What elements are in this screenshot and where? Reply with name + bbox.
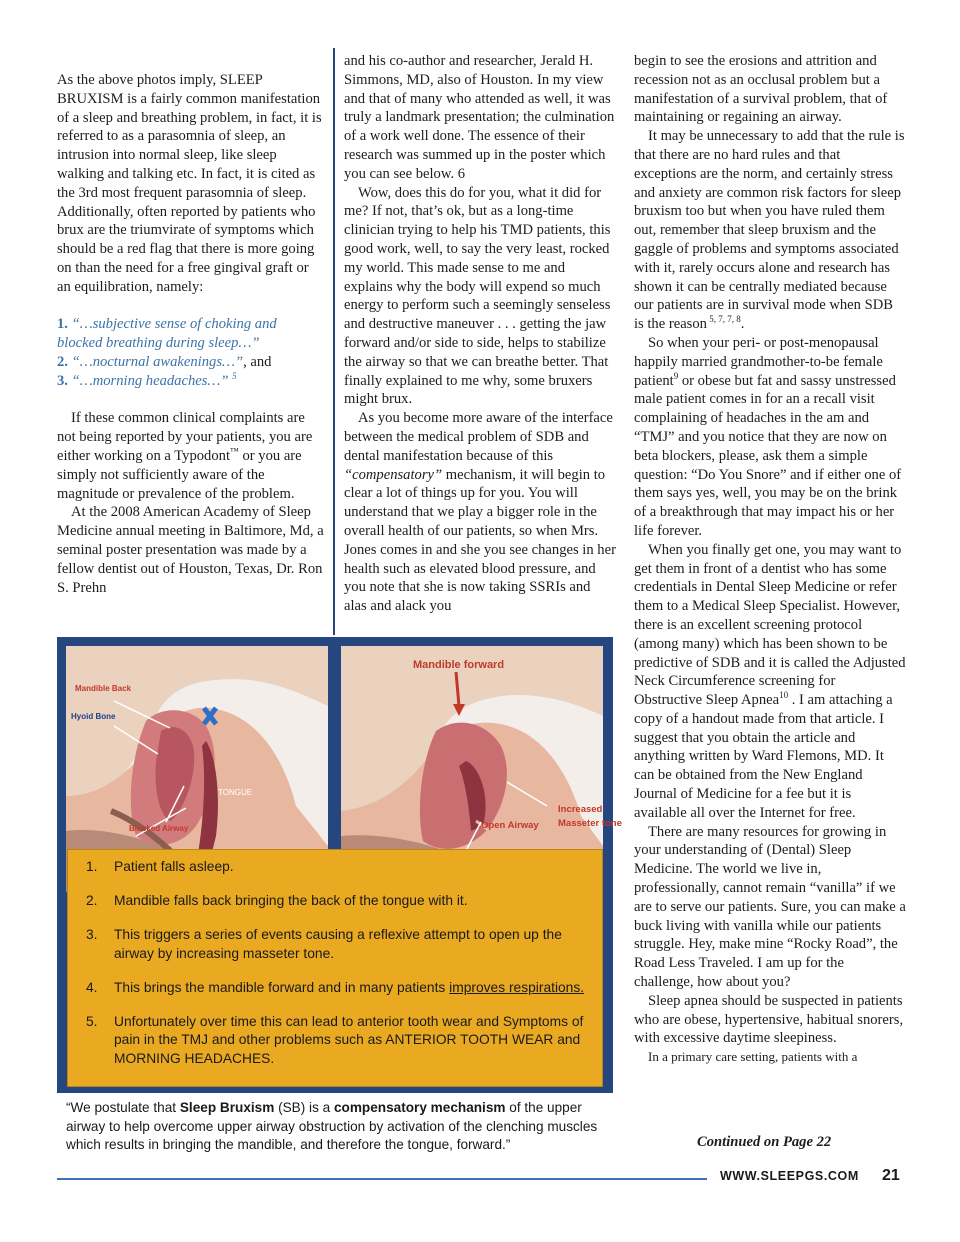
symptom-item-3: 3. “…morning headaches…” $^5$ — [57, 370, 237, 389]
footer-rule — [57, 1178, 707, 1180]
step-item: 1. Patient falls asleep. — [86, 859, 234, 874]
label-mandible-back: Mandible Back — [75, 684, 132, 693]
apnea-paragraph: Sleep apnea should be suspected in patients who are obese, hypertensive, habitual snorers, with excessive daytime sleepiness. — [634, 992, 904, 1047]
article-column-2 — [344, 52, 616, 616]
screening-paragraph: When you finally get one, you may want to get them in front of a dentist who has some credentials in Dental Sleep Medicine or refer them to a Medical Sleep Specialist. However, there is an excellent screening protocol (among many) which has been shown to be predictive of SDB and it is called the Adjusted Neck Circumference screening for Obstructive Sleep Apnea$^{10}$ . I am attaching a copy of a handout made from that article. I suggest that you obtain the article and anything written by Ward Flemons, MD. It can be obtained from the New England Journal of Medicine for a fee but it is available all over the Internet for free. — [634, 541, 906, 821]
column-divider — [333, 48, 335, 635]
academy-paragraph: At the 2008 American Academy of Sleep Medicine annual meeting in Baltimore, Md, a seminal poster presentation was made by a fellow dentist out of Houston, Texas, Dr. Ron S. Prehn — [57, 504, 324, 596]
primary-care-paragraph: In a primary care setting, patients with a — [648, 1049, 858, 1065]
article-column-3 — [634, 52, 906, 1067]
symptom-item-2: 2. “…nocturnal awakenings…”, and — [57, 353, 272, 370]
label-masseter-tone: Masseter tone — [558, 818, 622, 829]
resources-paragraph: There are many resources for growing in your understanding of (Dental) Sleep Medicine. The world we live in, professionally, cannot remain “vanilla” if we are to serve our patients. Sure, you can make a buck living with vanilla while our patients struggle. Hey, make mine “Rocky Road”, the Road Less Traveled. I am up for the challenge, how about you? — [634, 823, 906, 991]
label-blocked-airway: Blocked Airway — [129, 824, 189, 833]
bruxism-poster-figure — [57, 637, 622, 1093]
intro-paragraph: As the above photos imply, SLEEP BRUXISM is a fairly common manifestation of a sleep and breathing problem, in fact, it is referred to as a parasomnia of sleep, an intrusion into normal sleep, like sleep walking and talking etc. In fact, it is cited as the 3rd most frequent parasomnia of sleep. Additionally, often reported by patients who brux are the triumvirate of symptoms which should be a red flag that there is more going on than the need for a free gingival graft or an equilibration, namely: — [57, 72, 322, 295]
step-item: 3. This triggers a series of events causing a reflexive attempt to open up the airway by increasing masseter tone. — [86, 927, 562, 961]
page-number: 21 — [882, 1167, 900, 1184]
symptom-item-1: 1. “…subjective sense of choking and blocked breathing during sleep…” — [57, 316, 277, 352]
label-hyoid-bone: Hyoid Bone — [71, 712, 116, 721]
label-mandible-forward: Mandible forward — [413, 659, 505, 671]
menopausal-paragraph: So when your peri- or post-menopausal happily married grandmother-to-be female patient$^9$ or obese but fat and sassy unstressed male patient comes in for an a recall visit complaining of headaches in the am and “TMJ” and you notice that they are now on beta blockers, please, ask them a simple question: “Do You Snore” and if either one of them says yes, well, you may be on the brink of a breakthrough that may impact his or her life forever. — [634, 334, 902, 539]
step-item: 2. Mandible falls back bringing the back of the tongue with it. — [86, 893, 468, 908]
erosion-paragraph: begin to see the erosions and attrition and recession not as an occlusal problem but a manifestation of a survival problem, that of maintaining or regaining an airway. — [634, 53, 888, 126]
compensatory-paragraph: As you become more aware of the interface between the medical problem of SDB and dental manifestation because of this “compensatory” mechanism, it will begin to clear a lot of things up for you. You will understand that we play a bigger role in the overall health of our patients, so when Mrs. Jones comes in and she you see changes in her health such as elevated blood pressure, and you note that she is now taking SSRIs and alas and alack you — [344, 410, 616, 615]
steps-list — [86, 858, 586, 1084]
website-url[interactable]: WWW.SLEEPGS.COM — [720, 1169, 859, 1183]
wow-paragraph: Wow, does this do for you, what it did for me? If not, that’s ok, but as a long-time clinician trying to help his TMD patients, this good work, well, to say the very least, rocked my world. This made sense to me and explains why the body will expend so much energy to perform such a seemingly senseless and destructive maneuver . . . getting the jaw forward and/or side to side, helps to stabilize the airway so that we can breathe better. That finally explained to me why, some bruxers might brux. — [344, 184, 611, 408]
rules-paragraph: It may be unnecessary to add that the rule is that there are no hard rules and that exceptions are the norm, and certainly stress and anxiety are common risk factors for sleep bruxism too but when you have ruled them out, remember that sleep bruxism and the gaggle of problems and symptoms associated with it, rarely occurs alone and research has shown it can be centrally mediated because our patients are in survival mode when SDB is the reason $^{5, 7, 7, 8}$. — [634, 128, 905, 333]
step-item: 4. This brings the mandible forward and in many patients improves respirations. — [86, 979, 585, 995]
label-tongue: TONGUE — [218, 788, 253, 797]
bruxism-steps-box — [67, 849, 603, 1087]
label-increased: Increased — [558, 804, 603, 815]
article-column-1 — [57, 71, 325, 597]
coauthor-paragraph: and his co-author and researcher, Jerald H. Simmons, MD, also of Houston. In my view and that of many who attended as well, it was truly a landmark presentation; the culmination of a work well done. The essence of their research was summed up in the poster which you can see below. 6 — [344, 53, 615, 182]
label-open-airway: Open Airway — [481, 820, 539, 831]
continued-link[interactable]: Continued on Page 22 — [697, 1134, 832, 1150]
awareness-paragraph: If these common clinical complaints are not being reported by your patients, you are either working on a Typodont™ or you are simply not sufficiently aware of the magnitude or prevalence of the problem. — [57, 410, 313, 502]
poster-caption: “We postulate that Sleep Bruxism (SB) is a compensatory mechanism of the upper airway to help overcome upper airway obstruction by activation of the clenching muscles which results in bringing the mandible, and therefore the tongue, forward.” — [66, 1100, 598, 1153]
step-item: 5. Unfortunately over time this can lead to anterior tooth wear and Symptoms of pain in the TMJ and other problems such as ANTERIOR TOOTH WEAR and MORNING HEADACHES. — [86, 1013, 584, 1066]
